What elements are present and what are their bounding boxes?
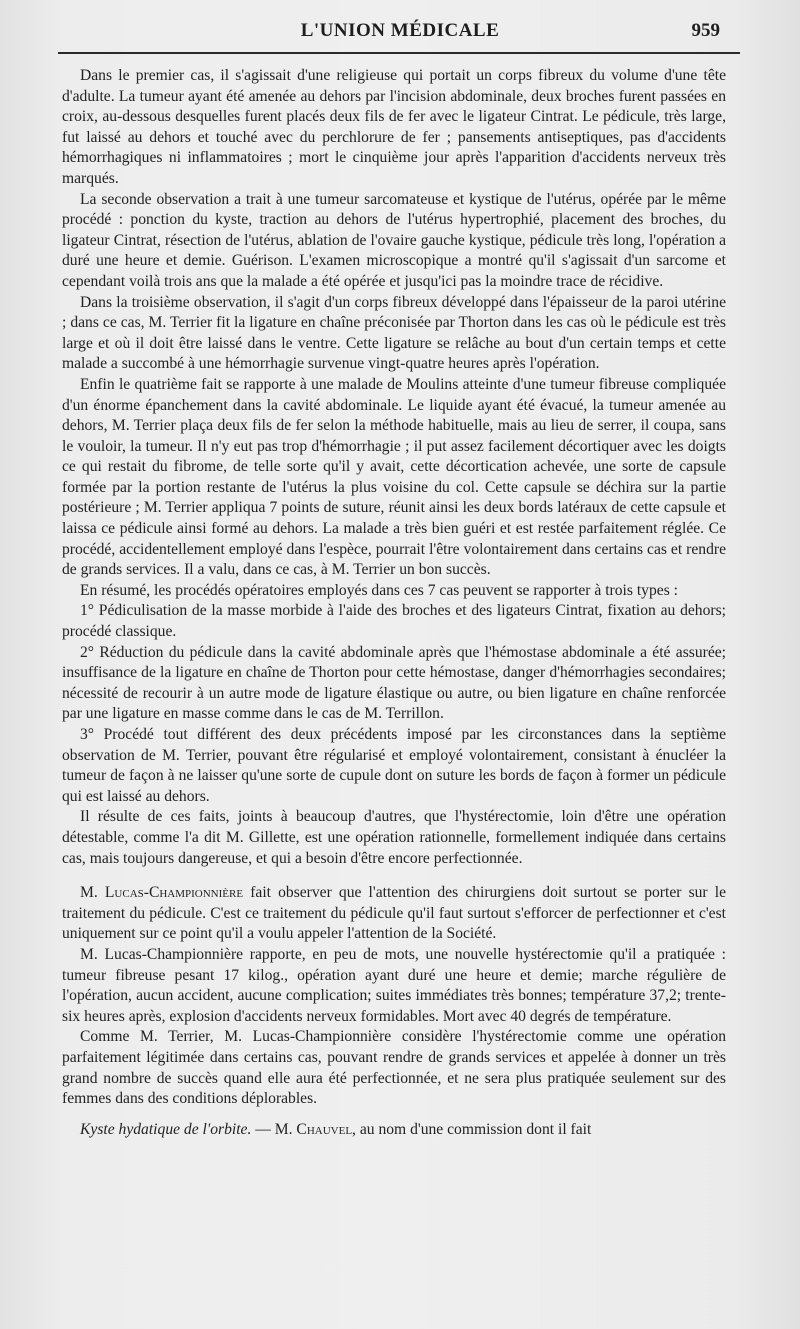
paragraph-type-3: 3° Procédé tout différent des deux précédents imposé par les circonstances dans la septième observation de M. Terrier, pouvant être régularisé et employé volontairement, consistant à énucléer la tumeur de façon à ne laisser qu'une sorte de cupule dont on suture les bords de façon à former un pédicule qui est laissé au dehors. — [62, 726, 726, 805]
paragraph-case-3: Dans la troisième observation, il s'agit d'un corps fibreux développé dans l'épaisseur de la paroi utérine ; dans ce cas, M. Terrier fit la ligature en chaîne préconisée par Thorton dans les cas où le pédicule est très large et où il doit être laissé dans le ventre. Cette ligature se relâche au bout d'un certain temps et cette malade a succombé à une hémorrhagie survenue vingt-quatre heures après l'opération. — [62, 293, 726, 373]
paragraph-type-1: 1° Pédiculisation de la masse morbide à l'aide des broches et des ligateurs Cintrat, fixation au dehors; procédé classique. — [62, 602, 726, 641]
speaker-name: M. Chauvel — [274, 1120, 353, 1138]
paragraph-summary: En résumé, les procédés opératoires employés dans ces 7 cas peuvent se rapporter à trois types : — [80, 581, 678, 599]
paragraph-conclusion: Il résulte de ces faits, joints à beaucoup d'autres, que l'hystérectomie, loin d'être une opération détestable, comme l'a dit M. Gillette, est une opération rationnelle, formellement indiquée dans certains cas, mais toujours dangereuse, et qui a besoin d'être encore perfectionnée. — [62, 808, 726, 867]
paragraph-case-1: Dans le premier cas, il s'agissait d'une religieuse qui portait un corps fibreux du volume d'une tête d'adulte. La tumeur ayant été amenée au dehors par l'incision abdominale, deux broches furent passées en croix, au-dessous desquelles furent placés deux fils de fer avec le ligateur Cintrat. Le pédicule, très large, fut laissé au dehors et touché avec du perchlorure de fer ; pansements antiseptiques, pas d'accidents hémorrhagiques ni inflammatoires ; mort le cinquième jour après l'apparition d'accidents nerveux très marqués. — [62, 67, 726, 187]
paragraph-lucas-case: M. Lucas-Championnière rapporte, en peu de mots, une nouvelle hystérectomie qu'il a pratiquée : tumeur fibreuse pesant 17 kilog., opération ayant duré une heure et demie; marche régulière de l'opération, aucun accident, aucune complication; suites immédiates très bonnes; température 37,2; trente-six heures après, explosion d'accidents nerveux formidables. Mort avec 40 degrés de température. — [62, 945, 726, 1025]
paragraph-type-2: 2° Réduction du pédicule dans la cavité abdominale après que l'hémostase abdominale a été assurée; insuffisance de la ligature en chaîne de Thorton pour cette hémostase, danger d'hémorrhagies secondaires; nécessité de recourir à un autre mode de ligature élastique ou autre, ou bien ligature en chaîne renforcée par une ligature en masse comme dans le cas de M. Terrillon. — [62, 643, 726, 723]
journal-title: L'UNION MÉDICALE — [300, 20, 500, 41]
page-number: 959 — [691, 20, 720, 41]
paragraph-lucas-opinion: Comme M. Terrier, M. Lucas-Championnière considère l'hystérectomie comme une opération parfaitement légitimée dans certains cas, pouvant rendre de grands services et appelée à donner un très grand nombre de succès quand elle aura été perfectionnée, et ne sera plus pratiquée seulement sur des femmes dans des conditions déplorables. — [62, 1028, 726, 1108]
header-rule — [58, 52, 740, 54]
section-title: Kyste hydatique de l'orbite. — [80, 1120, 252, 1138]
dash: — — [251, 1120, 275, 1138]
paragraph-text: , au nom d'une commission dont il fait — [352, 1120, 592, 1138]
article-body — [62, 66, 726, 1140]
paragraph-case-2: La seconde observation a trait à une tumeur sarcomateuse et kystique de l'utérus, opérée par le même procédé : ponction du kyste, traction au dehors de l'utérus hypertrophié, placement des broches, du ligateur Cintrat, résection de l'utérus, ablation de l'ovaire gauche kystique, pédicule très long, l'opération a duré une heure et demie. Guérison. L'examen microscopique a montré qu'il s'agissait d'un sarcome et cependant voilà trois ans que la malade a été opérée et jusqu'ici pas la moindre trace de récidive. — [62, 190, 726, 290]
paragraph-text: fait observer que l'attention des chirurgiens doit surtout se porter sur le traitement du pédicule. C'est ce traitement du pédicule qu'il faut surtout s'efforcer de perfectionner et c'est uniquement sur ce point qu'il a voulu appeler l'attention de la Société. — [62, 884, 727, 943]
speaker-name: M. Lucas-Championnière — [80, 884, 244, 902]
paragraph-lucas-remark — [62, 883, 726, 945]
paragraph-case-4: Enfin le quatrième fait se rapporte à une malade de Moulins atteinte d'une tumeur fibreuse compliquée d'un énorme épanchement dans la cavité abdominale. Le liquide ayant été évacué, la tumeur amenée au dehors, M. Terrier plaça deux fils de fer selon la méthode habituelle, mais au lieu de serrer, il coupa, sans le vouloir, la tumeur. Il n'y eut pas trop d'hémorrhagie ; il put assez facilement décortiquer avec les doigts ce qui restait du fibrome, de telle sorte qu'il y avait, cette décortication achevée, une sorte de capsule formée par la portion restante de l'utérus la plus voisine du col. Cette capsule se déchira sur la partie postérieure ; M. Terrier appliqua 7 points de suture, réunit ainsi les deux bords latéraux de cette capsule et laissa ce pédicule ainsi formé au dehors. La malade a très bien guéri et est restée parfaitement réglée. Ce procédé, accidentellement employé dans l'espèce, pourrait l'être volontairement dans certains cas et rendre de grands services. Il a valu, dans ce cas, à M. Terrier un bon succès. — [62, 375, 726, 579]
paragraph-orbit-cyst — [62, 1120, 726, 1141]
running-header — [0, 18, 800, 48]
